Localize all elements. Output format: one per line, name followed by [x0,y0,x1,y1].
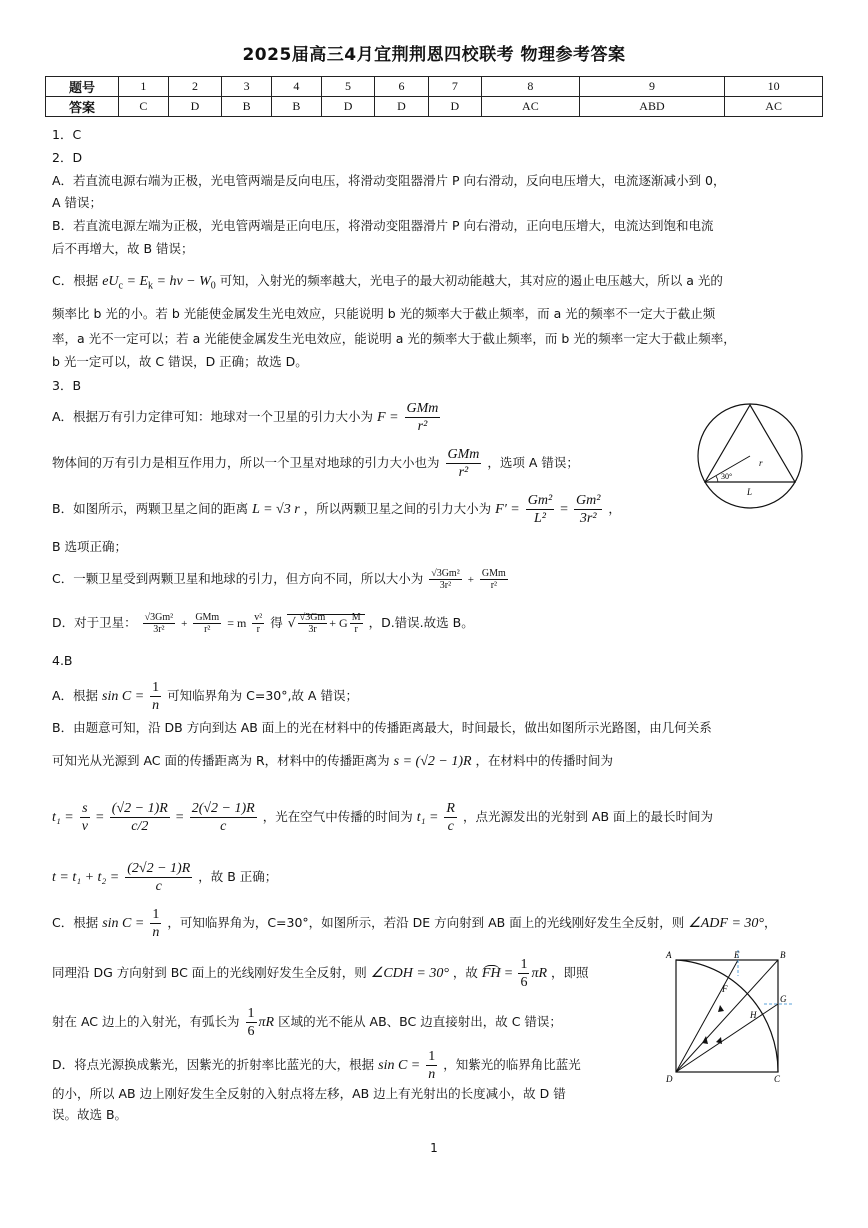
answer-cell: B [272,97,322,117]
denominator: 3r² [439,580,452,591]
q2-option-c-line3: 率，a 光不一定可以；若 a 光能使金属发生光电效应，能说明 a 光的频率大于截止频率，而 b 光的频率一定大于截止频率， [52,331,736,346]
fraction-small [143,612,176,635]
formula-sin: sin C = [102,689,145,704]
question-number: 7 [428,77,481,97]
numerator: √3Gm² [431,568,460,579]
fraction-time [110,800,170,835]
answer-cell: C [119,97,169,117]
formula-pir: πR [258,1015,275,1030]
fraction-gmm-r2 [405,400,441,435]
satellite-triangle-diagram [685,402,815,510]
fraction-1-n [426,1048,437,1083]
formula-f: F = [377,410,399,425]
q3-a2-end: ，选项 A 错误； [487,455,579,470]
formula-t1: t₁ = [416,810,439,825]
q4-option-d-line2: 的小，所以 AB 边上刚好发生全反射的入射点将左移，AB 边上有光射出的长度减小，故 D 错 [52,1086,566,1101]
denominator: r² [204,624,211,635]
q4-c2-mid: ，故 [452,965,478,980]
q3-option-b-line2: B 选项正确； [52,539,128,554]
radius-label: r [759,458,763,468]
light-path-diagram [660,948,800,1088]
page-title: 2025届高三4月宜荆荆恩四校联考 物理参考答案 [242,45,626,65]
fraction-gmm-r2 [446,446,482,481]
q4-c2-end: ，即照 [551,965,589,980]
fraction-total-time [125,860,192,895]
q2-option-b: B．若直流电源左端为正极，光电管两端是正向电压，将滑动变阻器滑片 P 向右滑动，正向电压增大，电流达到饱和电流 [52,218,714,233]
q4-b3-end: ，点光源发出的光射到 AB 面上的最长时间为 [462,809,714,824]
side-label: L [747,487,753,497]
equals-sign: = [175,810,184,825]
question-number: 9 [579,77,725,97]
row-label-answer: 答案 [46,97,119,117]
sqrt-expression: √ $\frac{√3Gm}{3r}$ + G $\frac{M}{r}$ [287,614,365,630]
q4-c3-end: 区域的光不能从 AB、BC 边直接射出，故 C 错误； [278,1014,562,1029]
question-number: 8 [482,77,580,97]
formula-hv: = hν − W [153,274,211,289]
formula-angle-adf: ∠ADF = 30° [688,916,765,931]
label-a: A [666,950,672,960]
numerator: Gm² [576,493,601,508]
answer-cell: B [222,97,272,117]
fraction-1-n [150,679,161,714]
question-number: 4 [272,77,322,97]
fraction-time [190,800,257,835]
arrow-icon [718,1005,724,1012]
answer-cell: D [168,97,221,117]
arrow-icon [716,1037,722,1044]
formula-eu: eU [102,274,119,289]
answer-cell: D [428,97,481,117]
q4-option-c [52,906,822,941]
answer-cell: AC [725,97,823,117]
numerator: 1 [520,957,528,972]
formula-t: t = t₁ + t₂ = [52,870,120,885]
question-number: 6 [375,77,428,97]
formula-l: L = √3 r [252,502,300,517]
label-b: B [780,950,786,960]
fraction-1-6 [246,1005,257,1040]
q3-c-text: C．一颗卫星受到两颗卫星和地球的引力，但方向不同，所以大小为 [52,571,424,586]
formula-ek: = E [123,274,148,289]
numerator: R [446,801,455,816]
denominator: r [354,624,358,635]
q3-option-c [52,568,822,591]
q4-b3-mid: ，光在空气中传播的时间为 [262,809,413,824]
denominator: c [220,819,227,834]
fraction-small [298,612,328,635]
question-number: 5 [321,77,374,97]
fraction-r-c [444,800,457,835]
q2-c-prefix: C．根据 [52,273,99,288]
numerator: s [80,800,90,818]
question-number: 1 [119,77,169,97]
q4-option-b-line2 [52,752,822,771]
fraction-small [480,568,508,591]
formula-s: s = (√2 − 1)R [393,754,472,769]
q3-d-text: D．对于卫星： [52,615,137,630]
q2-option-c [52,272,822,296]
fraction-gm2-3r2 [574,492,602,527]
numerator: M [351,612,361,623]
denominator: r² [417,419,428,434]
q4-option-c-line3 [52,1005,652,1040]
ray-dg [676,1004,778,1072]
answer-cell: ABD [579,97,725,117]
answer-table [45,76,823,117]
answer-cell: AC [482,97,580,117]
q2-c-text: 可知，入射光的频率越大，光电子的最大初动能越大，其对应的遏止电压越大，所以 a 光的 [219,273,723,288]
q4-a-prefix: A．根据 [52,688,99,703]
punctuation: ， [764,915,777,930]
q4-option-a [52,679,822,714]
q3-b-end: ， [608,501,621,516]
q4-b2-text: 可知光从光源到 AC 面的传播距离为 R，材料中的传播距离为 [52,753,390,768]
numerator: Gm² [527,493,553,508]
fraction-1-6 [518,956,529,991]
row-label-number: 题号 [46,77,119,97]
q3-b-mid: ，所以两颗卫星之间的引力大小为 [303,501,492,516]
denominator: 3r² [153,624,165,635]
q4-option-b: B．由题意可知，沿 DB 方向到达 AB 面上的光在材料中的传播距离最大，时间最长，做出如图所示光路图，由几何关系 [52,720,712,735]
q2-answer: 2．D [52,150,83,165]
q4-option-b-line4 [52,860,822,895]
q3-a2-text: 物体间的万有引力是相互作用力，所以一个卫星对地球的引力大小也为 [52,455,440,470]
formula-sub: c [118,280,123,292]
formula-fprime: F′ = [495,502,520,517]
q3-option-a-line2 [52,446,672,481]
numerator: 1 [152,680,160,695]
plus-sign: + [467,574,474,586]
q4-answer: 4.B [52,653,73,668]
question-number: 2 [168,77,221,97]
formula-sub: k [148,280,153,292]
page-number: 1 [430,1141,438,1155]
fraction-small [429,568,462,591]
triangle [705,405,795,482]
q2-option-c-line4: b 光一定可以，故 C 错误，D 正确；故选 D。 [52,354,308,369]
q4-option-d-line3: 误。故选 B。 [52,1107,128,1122]
q2-option-a-cont: A 错误； [52,195,103,210]
fraction-small [252,612,264,635]
numerator: (√2 − 1)R [111,801,168,816]
q3-d-mid: 得 [270,615,283,630]
q3-option-a [52,400,672,435]
q3-a-text: A．根据万有引力定律可知：地球对一个卫星的引力大小为 [52,409,374,424]
denominator: c [155,879,162,894]
equals-sign: = [95,810,104,825]
q2-option-c-line2: 频率比 b 光的小。若 b 光能使金属发生光电效应，只能说明 b 光的频率大于截止频率，而 a 光的频率不一定大于截止频 [52,306,716,321]
numerator: 1 [428,1049,436,1064]
q4-option-b-line3 [52,800,822,835]
angle-arc [716,476,718,482]
numerator: 1 [152,907,160,922]
q2-option-b-cont: 后不再增大，故 B 错误； [52,241,194,256]
denominator: 3r² [579,511,597,526]
q3-option-d [52,612,822,635]
q2-option-a: A．若直流电源右端为正极，光电管两端是反向电压，将滑动变阻器滑片 P 向右滑动，反向电压增大，电流逐渐减小到 0， [52,173,726,188]
formula-angle-cdh: ∠CDH = 30° [370,966,449,981]
q4-d1-text: D．将点光源换成紫光，因紫光的折射率比蓝光的大，根据 [52,1057,375,1072]
denominator: r² [458,465,469,480]
formula-pir: πR [531,966,548,981]
fraction-1-n [150,906,161,941]
q4-c1-text: ，可知临界角为，C=30°，如图所示，若沿 DE 方向射到 AB 面上的光线刚好发生全反射，则 [167,915,685,930]
equals-sign: = [504,966,513,981]
answer-cell: D [375,97,428,117]
numerator: √3Gm² [144,612,174,623]
formula-sin: sin C = [102,916,145,931]
fraction-small [193,612,221,635]
q3-d-end: ，D.错误.故选 B。 [368,615,474,630]
denominator: r [256,624,260,635]
q4-a-text: 可知临界角为 C=30°,故 A 错误； [167,688,358,703]
q3-answer: 3．B [52,378,82,393]
fraction-gm2-l2 [526,492,554,527]
numerator: GMm [195,612,220,623]
numerator: GMm [481,568,506,579]
numerator: GMm [406,401,439,416]
denominator: 6 [520,975,528,990]
q4-d1-end: ，知紫光的临界角比蓝光 [443,1057,581,1072]
label-f: F [722,984,728,994]
q4-option-c-line2 [52,956,652,991]
answer-table-number-row [46,77,823,97]
q1-answer: 1．C [52,127,82,142]
formula-arc-fh: FH [481,966,501,981]
answer-cell: D [321,97,374,117]
q4-option-d [52,1048,652,1083]
numerator: (2√2 − 1)R [127,861,191,876]
q4-c1-prefix: C．根据 [52,915,99,930]
answer-table-answer-row [46,97,823,117]
plus-sign: + [181,618,188,630]
label-c: C [774,1074,781,1084]
numerator: √3Gm [299,612,326,623]
q3-b-text: B．如图所示，两颗卫星之间的距离 [52,501,249,516]
denominator: L² [533,511,546,526]
formula-sub: 0 [210,280,216,292]
denominator: r² [490,580,498,591]
angle-label: 30° [721,472,733,481]
question-number: 3 [222,77,272,97]
label-e: E [734,950,740,960]
q4-c3-text: 射在 AC 边上的入射光，有弧长为 [52,1014,240,1029]
denominator: n [152,698,160,713]
q4-c2-text: 同理沿 DG 方向射到 BC 面上的光线刚好发生全反射，则 [52,965,367,980]
denominator: 3r [308,624,317,635]
equals-sign: = [560,502,569,517]
formula-g: + G [329,616,348,630]
formula-eq-m: = m [227,616,247,630]
numerator: 1 [247,1006,255,1021]
denominator: n [152,925,160,940]
ray-de [676,960,738,1072]
numerator: 2(√2 − 1)R [191,801,255,816]
denominator: 6 [247,1024,255,1039]
label-h: H [750,1010,757,1020]
denominator: c/2 [131,819,149,834]
denominator: c [447,819,454,834]
formula-t1: t₁ = [52,810,74,825]
numerator: v² [254,612,263,623]
fraction-small [350,612,363,635]
denominator: v [81,819,88,834]
q4-b2-end: ，在材料中的传播时间为 [475,753,614,768]
label-g: G [780,994,787,1004]
q4-b4-end: ，故 B 正确； [198,869,278,884]
numerator: GMm [447,447,480,462]
fraction-s-v [80,800,90,835]
denominator: n [428,1067,436,1082]
label-d: D [666,1074,673,1084]
formula-sin: sin C = [378,1058,421,1073]
question-number: 10 [725,77,823,97]
